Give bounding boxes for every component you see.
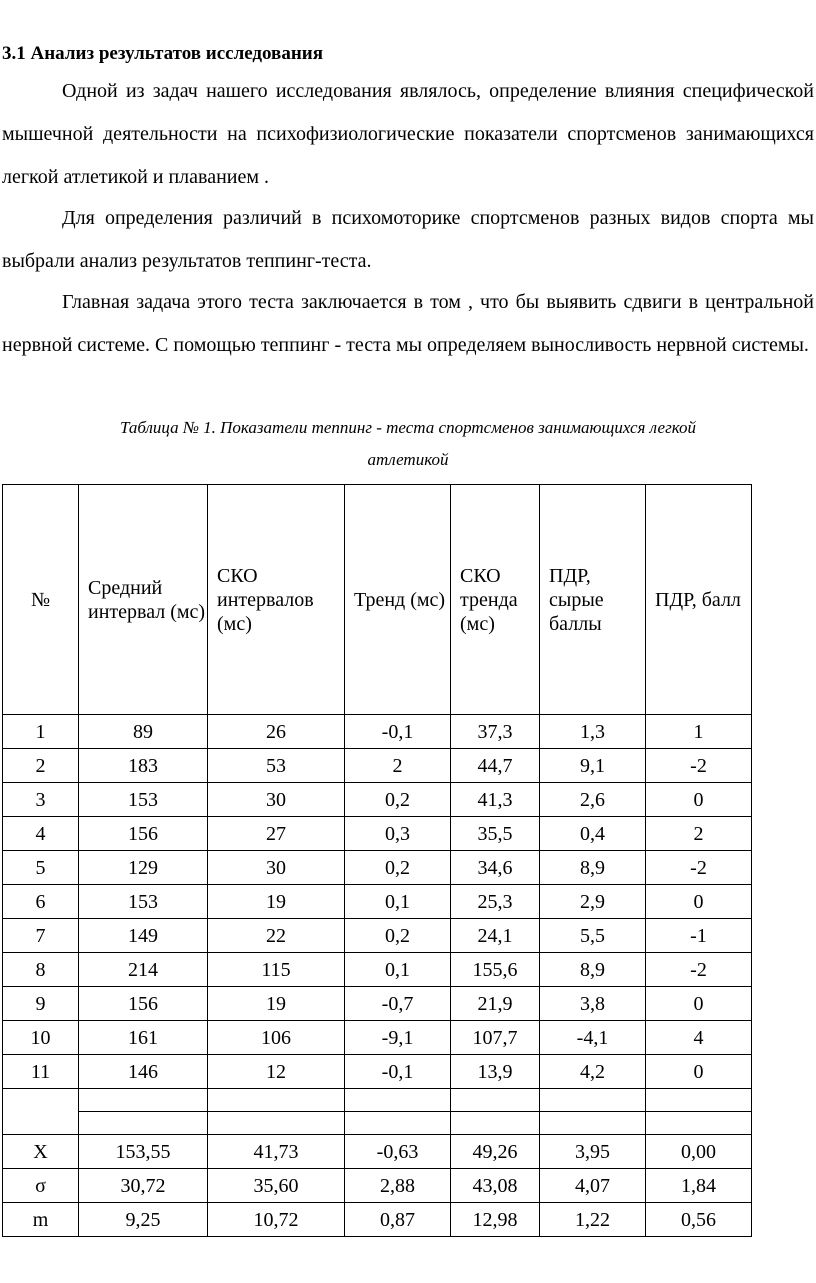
empty-cell	[79, 1089, 208, 1112]
table-cell: 2,9	[540, 885, 646, 919]
table-row	[3, 919, 752, 953]
table-cell: 106	[208, 1021, 345, 1055]
tapping-test-table	[2, 484, 752, 1237]
empty-cell	[451, 1112, 540, 1135]
table-header-row	[3, 485, 752, 715]
stats-cell: X	[3, 1135, 79, 1169]
table-cell: 44,7	[451, 749, 540, 783]
table-caption-line-2: атлетикой	[367, 450, 449, 469]
stats-row	[3, 1135, 752, 1169]
table-row	[3, 715, 752, 749]
stats-cell: 43,08	[451, 1169, 540, 1203]
table-cell: -0,7	[345, 987, 451, 1021]
table-row	[3, 851, 752, 885]
stats-cell: m	[3, 1203, 79, 1237]
table-cell: -0,1	[345, 715, 451, 749]
table-cell: 30	[208, 851, 345, 885]
empty-cell	[540, 1089, 646, 1112]
stats-cell: 153,55	[79, 1135, 208, 1169]
stats-cell: 30,72	[79, 1169, 208, 1203]
header-trend: Тренд (мс)	[345, 485, 451, 715]
table-cell: 89	[79, 715, 208, 749]
header-mean-interval: Средний интервал (мс)	[79, 485, 208, 715]
table-cell: -2	[646, 851, 752, 885]
stats-cell: 49,26	[451, 1135, 540, 1169]
table-row	[3, 987, 752, 1021]
table-cell: 146	[79, 1055, 208, 1089]
stats-cell: 3,95	[540, 1135, 646, 1169]
stats-cell: 10,72	[208, 1203, 345, 1237]
table-cell: 19	[208, 885, 345, 919]
table-row	[3, 885, 752, 919]
table-cell: 34,6	[451, 851, 540, 885]
empty-cell	[345, 1112, 451, 1135]
header-pdr-score: ПДР, балл	[646, 485, 752, 715]
stats-cell: 41,73	[208, 1135, 345, 1169]
table-cell: 0,3	[345, 817, 451, 851]
table-cell: 0	[646, 783, 752, 817]
table-cell: 1	[3, 715, 79, 749]
table-cell: 13,9	[451, 1055, 540, 1089]
table-cell: 41,3	[451, 783, 540, 817]
table-cell: -1	[646, 919, 752, 953]
table-cell: -4,1	[540, 1021, 646, 1055]
table-cell: 12	[208, 1055, 345, 1089]
table-cell: 3,8	[540, 987, 646, 1021]
header-sd-trend: СКО тренда (мс)	[451, 485, 540, 715]
table-row	[3, 953, 752, 987]
table-cell: 27	[208, 817, 345, 851]
table-cell: 11	[3, 1055, 79, 1089]
table-cell: 4,2	[540, 1055, 646, 1089]
empty-cell	[3, 1089, 79, 1112]
table-cell: 1	[646, 715, 752, 749]
table-cell: 3	[3, 783, 79, 817]
table-cell: 5,5	[540, 919, 646, 953]
table-row	[3, 783, 752, 817]
table-cell: -2	[646, 749, 752, 783]
table-cell: 2,6	[540, 783, 646, 817]
table-cell: 0,4	[540, 817, 646, 851]
table-cell: 153	[79, 885, 208, 919]
header-sd-intervals: СКО интервалов (мс)	[208, 485, 345, 715]
stats-cell: 4,07	[540, 1169, 646, 1203]
table-cell: 4	[3, 817, 79, 851]
table-cell: -2	[646, 953, 752, 987]
stats-cell: 0,87	[345, 1203, 451, 1237]
table-cell: 0,2	[345, 851, 451, 885]
table-cell: 37,3	[451, 715, 540, 749]
empty-cell	[208, 1089, 345, 1112]
stats-cell: 0,00	[646, 1135, 752, 1169]
empty-cell	[540, 1112, 646, 1135]
header-number: №	[3, 485, 79, 715]
table-cell: 153	[79, 783, 208, 817]
paragraph-3: Главная задача этого теста заключается в том , что бы выявить сдвиги в центральной нервной системе. С помощью теппинг - теста мы определяем выносливость нервной системы.	[2, 291, 814, 356]
table-cell: 129	[79, 851, 208, 885]
empty-row	[3, 1089, 752, 1112]
table-body	[3, 715, 752, 1237]
table-cell: 9	[3, 987, 79, 1021]
table-cell: 2	[3, 749, 79, 783]
table-cell: 26	[208, 715, 345, 749]
stats-row	[3, 1169, 752, 1203]
table-cell: 0,1	[345, 953, 451, 987]
section-heading: 3.1 Анализ результатов исследования	[2, 43, 323, 64]
empty-cell	[646, 1112, 752, 1135]
table-row	[3, 749, 752, 783]
stats-cell: σ	[3, 1169, 79, 1203]
stats-cell: 9,25	[79, 1203, 208, 1237]
table-cell: 214	[79, 953, 208, 987]
table-caption	[0, 412, 816, 476]
table-cell: 0	[646, 987, 752, 1021]
empty-cell	[451, 1089, 540, 1112]
table-cell: 0,1	[345, 885, 451, 919]
table-cell: 1,3	[540, 715, 646, 749]
table-caption-line-1: Таблица № 1. Показатели теппинг - теста спортсменов занимающихся легкой	[119, 418, 697, 437]
table-cell: 22	[208, 919, 345, 953]
table-cell: 161	[79, 1021, 208, 1055]
table-cell: 9,1	[540, 749, 646, 783]
table-cell: 6	[3, 885, 79, 919]
empty-cell	[208, 1112, 345, 1135]
table-cell: 8	[3, 953, 79, 987]
table-cell: 155,6	[451, 953, 540, 987]
table-cell: 19	[208, 987, 345, 1021]
stats-cell: 35,60	[208, 1169, 345, 1203]
stats-cell: 1,22	[540, 1203, 646, 1237]
table-cell: 30	[208, 783, 345, 817]
table-cell: 149	[79, 919, 208, 953]
table-cell: 2	[646, 817, 752, 851]
stats-cell: 2,88	[345, 1169, 451, 1203]
table-cell: 8,9	[540, 953, 646, 987]
table-cell: 115	[208, 953, 345, 987]
table-cell: 7	[3, 919, 79, 953]
table-cell: 2	[345, 749, 451, 783]
empty-cell	[646, 1089, 752, 1112]
table-cell: 35,5	[451, 817, 540, 851]
table-cell: 5	[3, 851, 79, 885]
stats-cell: -0,63	[345, 1135, 451, 1169]
table-cell: 21,9	[451, 987, 540, 1021]
empty-row	[3, 1112, 752, 1135]
table-cell: 10	[3, 1021, 79, 1055]
empty-cell	[345, 1089, 451, 1112]
table-cell: 4	[646, 1021, 752, 1055]
table-cell: 24,1	[451, 919, 540, 953]
table-cell: 0,2	[345, 783, 451, 817]
table-cell: 25,3	[451, 885, 540, 919]
table-cell: 183	[79, 749, 208, 783]
table-row	[3, 1021, 752, 1055]
stats-row	[3, 1203, 752, 1237]
table-row	[3, 817, 752, 851]
empty-cell	[3, 1112, 79, 1135]
table-cell: 53	[208, 749, 345, 783]
table-cell: -9,1	[345, 1021, 451, 1055]
table-cell: 107,7	[451, 1021, 540, 1055]
stats-cell: 0,56	[646, 1203, 752, 1237]
empty-cell	[79, 1112, 208, 1135]
table-cell: 0	[646, 885, 752, 919]
table-cell: 156	[79, 817, 208, 851]
stats-cell: 12,98	[451, 1203, 540, 1237]
table-row	[3, 1055, 752, 1089]
header-pdr-raw: ПДР, сырые баллы	[540, 485, 646, 715]
stats-cell: 1,84	[646, 1169, 752, 1203]
paragraph-2: Для определения различий в психомоторике спортсменов разных видов спорта мы выбрали анализ результатов теппинг-теста.	[2, 207, 814, 272]
table-cell: 0	[646, 1055, 752, 1089]
table-cell: 0,2	[345, 919, 451, 953]
table-cell: 156	[79, 987, 208, 1021]
paragraph-1: Одной из задач нашего исследования являлось, определение влияния специфической мышечной деятельности на психофизиологические показатели спортсменов занимающихся легкой атлетикой и плаванием .	[2, 80, 814, 188]
table-cell: -0,1	[345, 1055, 451, 1089]
table-cell: 8,9	[540, 851, 646, 885]
